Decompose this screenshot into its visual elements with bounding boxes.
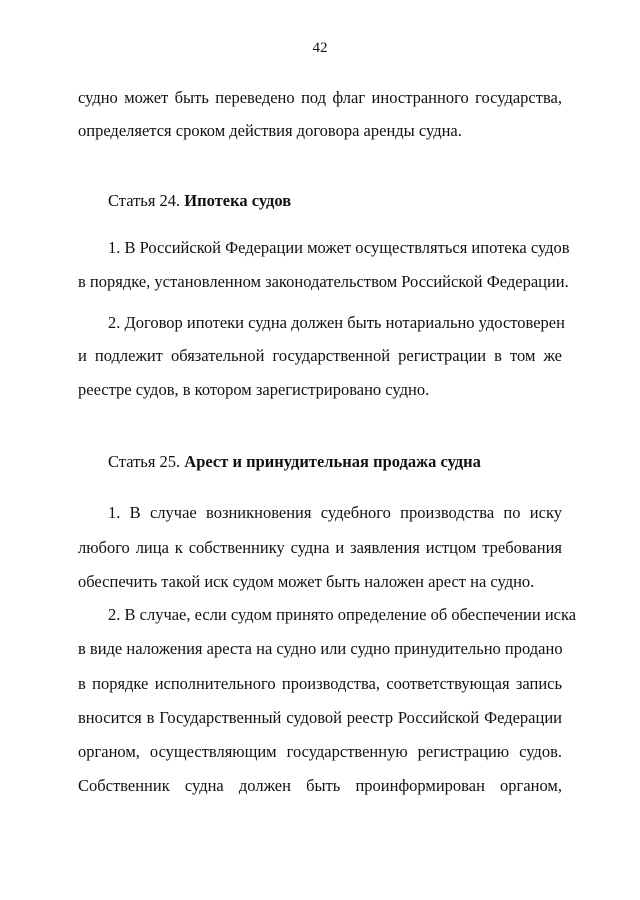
- paragraph-line: Собственник судна должен быть проинформирован органом,: [78, 776, 562, 795]
- paragraph-line: вносится в Государственный судовой реестр Российской Федерации: [78, 708, 562, 727]
- paragraph-line: обеспечить такой иск судом может быть наложен арест на судно.: [78, 572, 535, 591]
- paragraph-line: в виде наложения ареста на судно или судно принудительно продано: [78, 639, 563, 658]
- paragraph-line: и подлежит обязательной государственной регистрации в том же: [78, 346, 562, 365]
- article-25-heading: [108, 452, 562, 472]
- page-number: 42: [312, 40, 328, 56]
- paragraph-line: 1. В Российской Федерации может осуществляться ипотека судов: [108, 238, 570, 257]
- article-24-number: Статья 24.: [108, 191, 181, 210]
- paragraph-line: определяется сроком действия договора аренды судна.: [78, 121, 462, 140]
- paragraph-line: органом, осуществляющим государственную регистрацию судов.: [78, 742, 562, 761]
- paragraph-line: судно может быть переведено под флаг иностранного государства,: [78, 88, 562, 107]
- article-25-title: Арест и принудительная продажа судна: [184, 452, 481, 471]
- paragraph-line: реестре судов, в котором зарегистрировано судно.: [78, 380, 430, 399]
- article-24-title: Ипотека судов: [184, 191, 292, 210]
- paragraph-line: 1. В случае возникновения судебного производства по иску: [108, 503, 562, 522]
- paragraph-line: 2. Договор ипотеки судна должен быть нотариально удостоверен: [108, 313, 565, 332]
- paragraph-line: в порядке, установленном законодательством Российской Федерации.: [78, 272, 569, 291]
- article-24-heading: [108, 191, 562, 211]
- paragraph-line: любого лица к собственнику судна и заявления истцом требования: [78, 538, 562, 557]
- paragraph-line: 2. В случае, если судом принято определение об обеспечении иска: [108, 605, 577, 624]
- paragraph-line: в порядке исполнительного производства, соответствующая запись: [78, 674, 562, 693]
- article-25-number: Статья 25.: [108, 452, 181, 471]
